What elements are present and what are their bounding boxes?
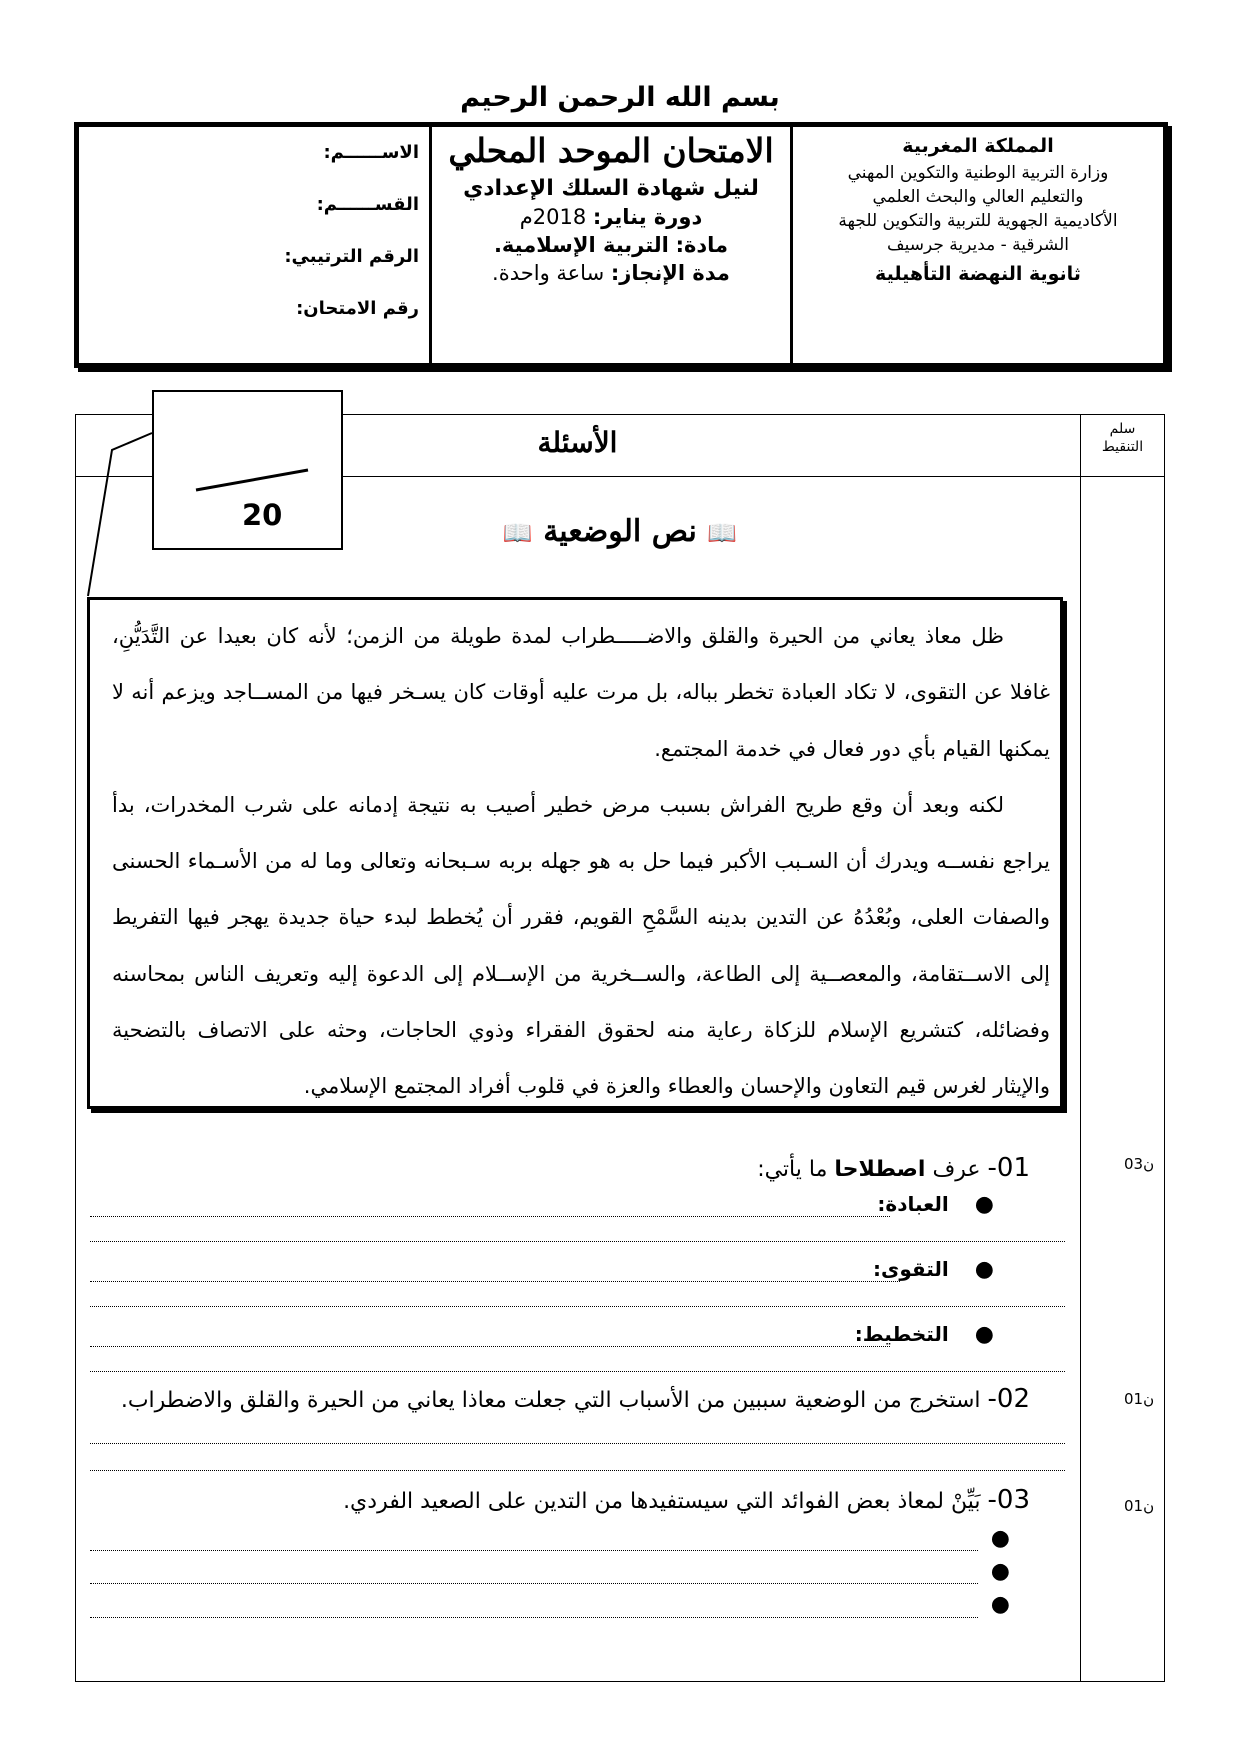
bullet-icon: ● — [990, 1559, 1010, 1584]
ministry-line: وزارة التربية الوطنية والتكوين المهني — [847, 163, 1109, 183]
question-2-score: 01ن — [1124, 1390, 1155, 1408]
question-1: 01- عرف اصطلاحا ما يأتي: — [757, 1153, 1030, 1183]
answer-line[interactable] — [90, 1371, 1065, 1372]
class-field[interactable]: القســــــم: — [316, 194, 419, 215]
answer-line[interactable] — [90, 1281, 900, 1282]
answer-line[interactable] — [90, 1550, 978, 1551]
directorate-line: الشرقية - مديرية جرسيف — [886, 235, 1069, 255]
question-3: 03- بَيِّنْ لمعاذ بعض الفوائد التي سيستفيدها من التدين على الصعيد الفردي. — [343, 1485, 1030, 1515]
bullet-icon: ● — [990, 1526, 1010, 1551]
answer-line[interactable] — [90, 1216, 890, 1217]
school-name: ثانوية النهضة التأهيلية — [875, 263, 1081, 285]
book-icon: 📖 — [502, 518, 533, 547]
scale-header: سلم التنقيط — [1101, 421, 1144, 455]
kingdom-name: المملكة المغربية — [902, 135, 1054, 157]
name-field[interactable]: الاســــــم: — [323, 142, 419, 163]
exam-duration: مدة الإنجاز: ساعة واحدة. — [492, 261, 730, 285]
ministry-line: والتعليم العالي والبحث العلمي — [872, 187, 1084, 207]
question-3-score: 01ن — [1124, 1497, 1155, 1515]
question-1-score: 03ن — [1124, 1155, 1155, 1173]
questions-header: الأسئلة — [537, 426, 618, 459]
exam-session: دورة يناير: 2018م — [519, 205, 703, 229]
answer-line[interactable] — [90, 1443, 1065, 1444]
answer-line[interactable] — [90, 1617, 978, 1618]
situation-passage — [87, 597, 1063, 1109]
exam-number-field[interactable]: رقم الامتحان: — [296, 298, 419, 319]
answer-line[interactable] — [90, 1470, 1065, 1471]
q1-item-piety: ●التقوى: — [873, 1257, 994, 1282]
score-total: 20 — [242, 498, 283, 532]
situation-title: 📖 نص الوضعية 📖 — [502, 514, 738, 549]
book-icon: 📖 — [707, 518, 738, 547]
answer-line[interactable] — [90, 1346, 890, 1347]
passage-paragraph: ظل معاذ يعاني من الحيرة والقلق والاضـــــطراب لمدة طويلة من الزمن؛ لأنه كان بعيدا عن التَّدَيُّنِ، غافلا عن التقوى، لا تكاد العبادة تخطر بباله، بل مرت عليه أوقات كان يسـخر فيها من المســاجد ويزعم أنه لا يمكنها القيام بأي دور فعال في خدمة المجتمع. — [112, 624, 1050, 761]
rank-number-field[interactable]: الرقم الترتيبي: — [284, 246, 419, 267]
q1-item-planning: ●التخطيط: — [854, 1322, 994, 1347]
q1-item-worship: ●العبادة: — [877, 1192, 994, 1217]
question-2: 02- استخرج من الوضعية سببين من الأسباب التي جعلت معاذا يعاني من الحيرة والقلق والاضطراب. — [120, 1384, 1030, 1414]
answer-line[interactable] — [90, 1306, 1065, 1307]
academy-line: الأكاديمية الجهوية للتربية والتكوين للجهة — [838, 211, 1118, 231]
passage-paragraph: لكنه وبعد أن وقع طريح الفراش بسبب مرض خطير أصيب به نتيجة إدمانه على شرب المخدرات، بدأ يراجع نفســه ويدرك أن السـبب الأكبر فيما حل به هو جهله بربه سـبحانه وتعالى وما له من الأسـماء الحسنى والصفات العلى، وبُعْدُهُ عن التدين بدينه السَّمْحِ القويم، فقرر أن يُخطط لبدء حياة جديدة يهجر فيها التفريط إلى الاســتقامة، والمعصــية إلى الطاعة، والســخرية من الإســلام إلى الدعوة إليه وتعريف الناس بمحاسنه وفضائله، كتشريع الإسلام للزكاة رعاية منه لحقوق الفقراء وذوي الحاجات، وحثه على الاتصاف بالتضحية والإيثار لغرس قيم التعاون والإحسان والعطاء والعزة في قلوب أفراد المجتمع الإسلامي. — [112, 792, 1050, 1099]
exam-subject: مادة: التربية الإسلامية. — [493, 233, 729, 257]
answer-line[interactable] — [90, 1583, 978, 1584]
bullet-icon: ● — [990, 1592, 1010, 1617]
exam-title: الامتحان الموحد المحلي — [448, 131, 774, 170]
exam-subtitle: لنيل شهادة السلك الإعدادي — [463, 176, 759, 201]
bismillah-heading: بسم الله الرحمن الرحيم — [460, 82, 780, 113]
answer-line[interactable] — [90, 1241, 1065, 1242]
